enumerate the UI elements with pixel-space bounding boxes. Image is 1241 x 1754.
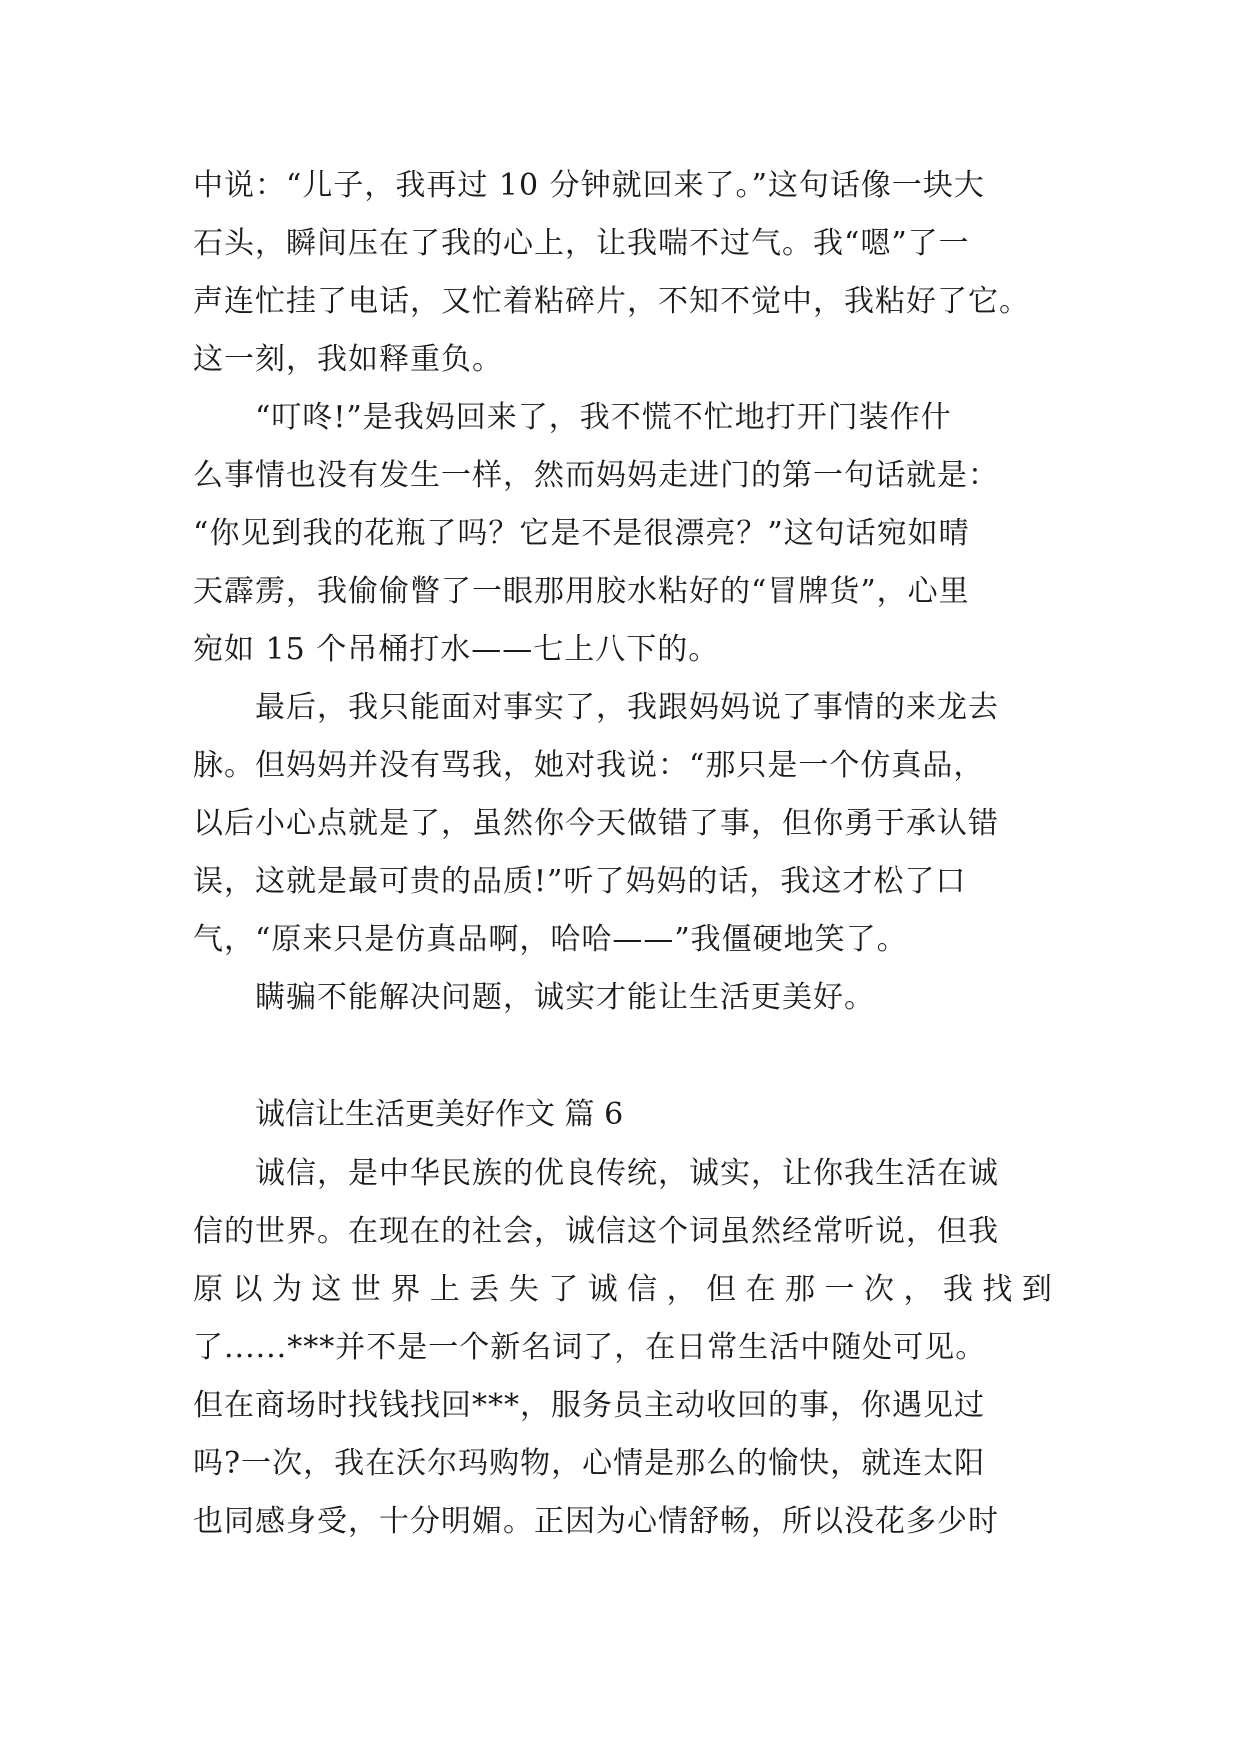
paragraph-line: 也同感身受，十分明媚。正因为心情舒畅，所以没花多少时 bbox=[193, 1504, 999, 1539]
paragraph-line: 声连忙挂了电话，又忙着粘碎片，不知不觉中，我粘好了它。 bbox=[193, 284, 1030, 319]
paragraph-line: 以后小心点就是了，虽然你今天做错了事，但你勇于承认错 bbox=[193, 806, 999, 841]
paragraph-line: 吗?一次，我在沃尔玛购物，心情是那么的愉快，就连太阳 bbox=[193, 1446, 986, 1481]
paragraph-line: 气，“原来只是仿真品啊，哈哈——”我僵硬地笑了。 bbox=[193, 922, 908, 957]
paragraph-line: 石头，瞬间压在了我的心上，让我喘不过气。我“嗯”了一 bbox=[193, 226, 970, 261]
essay-title: 诚信让生活更美好作文 篇 6 bbox=[255, 1097, 624, 1132]
paragraph-line: 但在商场时找钱找回***，服务员主动收回的事，你遇见过 bbox=[193, 1388, 985, 1423]
blank-line bbox=[193, 1027, 1053, 1085]
paragraph-line: 宛如 15 个吊桶打水——七上八下的。 bbox=[193, 632, 720, 667]
paragraph-line: 了......***并不是一个新名词了，在日常生活中随处可见。 bbox=[193, 1330, 987, 1365]
paragraph-line: 误，这就是最可贵的品质!”听了妈妈的话，我这才松了口 bbox=[193, 864, 967, 899]
paragraph-line: “你见到我的花瓶了吗？它是不是很漂亮？”这句话宛如晴 bbox=[193, 516, 970, 551]
paragraph-line: 最后，我只能面对事实了，我跟妈妈说了事情的来龙去 bbox=[255, 690, 999, 725]
paragraph-line: 中说：“儿子，我再过 10 分钟就回来了。”这句话像一块大 bbox=[193, 168, 985, 203]
paragraph-line: 瞒骗不能解决问题，诚实才能让生活更美好。 bbox=[255, 980, 875, 1015]
document-page bbox=[193, 157, 1053, 1551]
paragraph-line: 诚信，是中华民族的优良传统，诚实，让你我生活在诚 bbox=[255, 1156, 999, 1191]
paragraph-line: “叮咚!”是我妈回来了，我不慌不忙地打开门装作什 bbox=[255, 400, 952, 435]
paragraph-line: 信的世界。在现在的社会，诚信这个词虽然经常听说，但我 bbox=[193, 1214, 999, 1249]
paragraph-line: 天霹雳，我偷偷瞥了一眼那用胶水粘好的“冒牌货”，心里 bbox=[193, 574, 970, 609]
paragraph-line: 这一刻，我如释重负。 bbox=[193, 342, 503, 377]
paragraph-line-justified: 原 以 为 这 世 界 上 丢 失 了 诚 信 ， 但 在 那 一 次 ， 我 找 到 bbox=[193, 1272, 1053, 1307]
paragraph-line: 脉。但妈妈并没有骂我，她对我说：“那只是一个仿真品， bbox=[193, 748, 985, 783]
paragraph-line: 么事情也没有发生一样，然而妈妈走进门的第一句话就是： bbox=[193, 458, 999, 493]
